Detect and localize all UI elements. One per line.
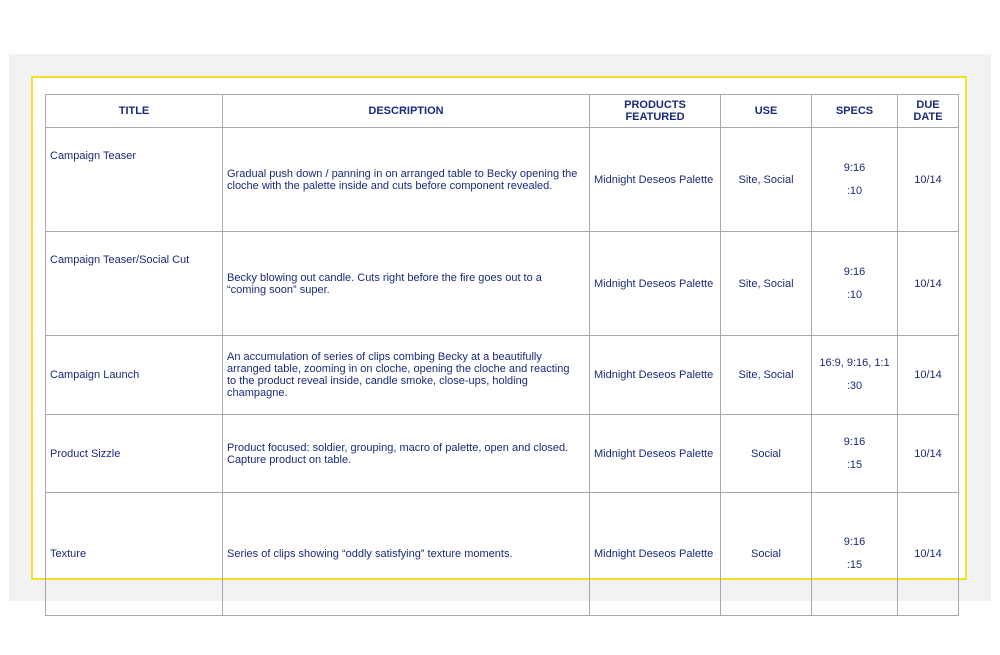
deliverables-table bbox=[45, 94, 959, 616]
cell-title: Texture bbox=[46, 493, 223, 616]
document-frame bbox=[31, 76, 967, 580]
header-specs: SPECS bbox=[812, 95, 898, 128]
cell-title: Campaign Teaser bbox=[46, 128, 223, 232]
table-row bbox=[46, 493, 959, 616]
cell-specs bbox=[812, 128, 898, 232]
cell-use: Site, Social bbox=[721, 128, 812, 232]
spec-length: :15 bbox=[846, 559, 863, 571]
table-row bbox=[46, 128, 959, 232]
cell-due-date: 10/14 bbox=[898, 232, 959, 336]
table-row bbox=[46, 232, 959, 336]
cell-title: Campaign Teaser/Social Cut bbox=[46, 232, 223, 336]
header-products-featured: PRODUCTS FEATURED bbox=[590, 95, 721, 128]
cell-due-date: 10/14 bbox=[898, 493, 959, 616]
cell-use: Social bbox=[721, 415, 812, 493]
spec-ratio: 9:16 bbox=[843, 265, 866, 278]
cell-title: Campaign Launch bbox=[46, 336, 223, 415]
spec-length: :10 bbox=[846, 288, 863, 301]
spec-length: :10 bbox=[846, 184, 863, 197]
cell-description: Series of clips showing “oddly satisfying” texture moments. bbox=[223, 493, 590, 616]
table-header-row bbox=[46, 95, 959, 128]
spec-ratio: 9:16 bbox=[843, 536, 866, 548]
cell-specs bbox=[812, 415, 898, 493]
cell-products: Midnight Deseos Palette bbox=[590, 336, 721, 415]
cell-title: Product Sizzle bbox=[46, 415, 223, 493]
cell-specs bbox=[812, 336, 898, 415]
spec-length: :30 bbox=[846, 380, 863, 392]
cell-use: Social bbox=[721, 493, 812, 616]
cell-products: Midnight Deseos Palette bbox=[590, 128, 721, 232]
cell-specs bbox=[812, 493, 898, 616]
cell-description: Becky blowing out candle. Cuts right before the fire goes out to a “coming soon” super. bbox=[223, 232, 590, 336]
spec-ratio: 16:9, 9:16, 1:1 bbox=[819, 357, 890, 369]
table-row bbox=[46, 415, 959, 493]
spec-ratio: 9:16 bbox=[843, 435, 866, 448]
cell-due-date: 10/14 bbox=[898, 336, 959, 415]
cell-description: Gradual push down / panning in on arranged table to Becky opening the cloche with the palette inside and cuts before component revealed. bbox=[223, 128, 590, 232]
spec-ratio: 9:16 bbox=[843, 161, 866, 174]
cell-description: An accumulation of series of clips combing Becky at a beautifully arranged table, zooming in on cloche, opening the cloche and reacting to the product reveal inside, candle smoke, close-ups, holding champagne. bbox=[223, 336, 590, 415]
cell-due-date: 10/14 bbox=[898, 415, 959, 493]
table-row bbox=[46, 336, 959, 415]
cell-products: Midnight Deseos Palette bbox=[590, 232, 721, 336]
header-due-date: DUE DATE bbox=[898, 95, 959, 128]
cell-specs bbox=[812, 232, 898, 336]
cell-products: Midnight Deseos Palette bbox=[590, 493, 721, 616]
cell-description: Product focused: soldier, grouping, macro of palette, open and closed. Capture product on table. bbox=[223, 415, 590, 493]
header-description: DESCRIPTION bbox=[223, 95, 590, 128]
spec-length: :15 bbox=[846, 458, 863, 471]
cell-use: Site, Social bbox=[721, 232, 812, 336]
header-title: TITLE bbox=[46, 95, 223, 128]
cell-products: Midnight Deseos Palette bbox=[590, 415, 721, 493]
cell-due-date: 10/14 bbox=[898, 128, 959, 232]
cell-use: Site, Social bbox=[721, 336, 812, 415]
header-use: USE bbox=[721, 95, 812, 128]
